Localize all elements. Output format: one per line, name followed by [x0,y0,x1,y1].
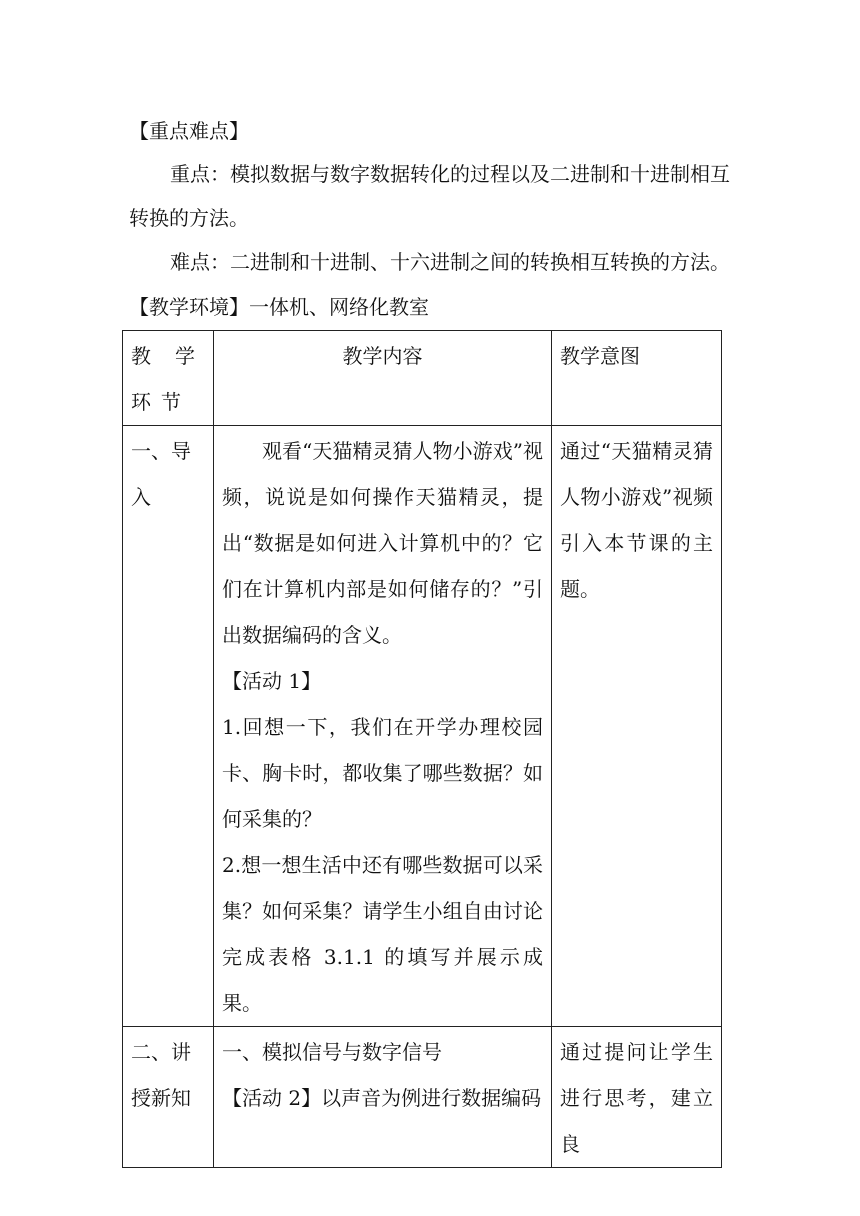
header-content: 教学内容 [214,331,552,426]
activity-1-item-2: 2.想一想生活中还有哪些数据可以采集？如何采集？请学生小组自由讨论完成表格 3.1.1 的填写并展示成果。 [222,853,543,1015]
table-row-intro [123,426,722,1027]
header-step: 教学环节 [123,331,214,426]
activity-1-item-1: 1.回想一下，我们在开学办理校园卡、胸卡时，都收集了哪些数据？如何采集的？ [222,715,543,831]
row-intro-content [214,426,552,1027]
key-difficult-heading: 【重点难点】 [129,119,249,143]
lesson-plan-table [122,330,722,1168]
header-intent: 教学意图 [552,331,722,426]
difficult-point: 难点：二进制和十进制、十六进制之间的转换相互转换的方法。 [170,250,730,274]
teaching-environment: 【教学环境】一体机、网络化教室 [129,295,429,319]
row-new-knowledge-content [214,1027,552,1168]
analog-digital-heading: 一、模拟信号与数字信号 [222,1040,442,1064]
row-new-knowledge-step: 二、讲授新知 [123,1027,214,1168]
row-new-knowledge-intent: 通过提问让学生进行思考，建立良 [552,1027,722,1168]
activity-2-title: 【活动 2】以声音为例进行数据编码 [222,1086,542,1110]
key-point-line-2: 转换的方法。 [129,206,249,230]
table-header-row [123,331,722,426]
activity-1-title: 【活动 1】 [222,669,322,693]
intro-video-text: 观看“天猫精灵猜人物小游戏”视频，说说是如何操作天猫精灵，提出“数据是如何进入计算机中的？它们在计算机内部是如何储存的？”引出数据编码的含义。 [222,439,543,647]
table-row-new-knowledge [123,1027,722,1168]
key-point-line-1: 重点：模拟数据与数字数据转化的过程以及二进制和十进制相互 [170,162,730,186]
row-intro-step: 一、导入 [123,426,214,1027]
row-intro-intent: 通过“天猫精灵猜人物小游戏”视频引入本节课的主题。 [552,426,722,1027]
